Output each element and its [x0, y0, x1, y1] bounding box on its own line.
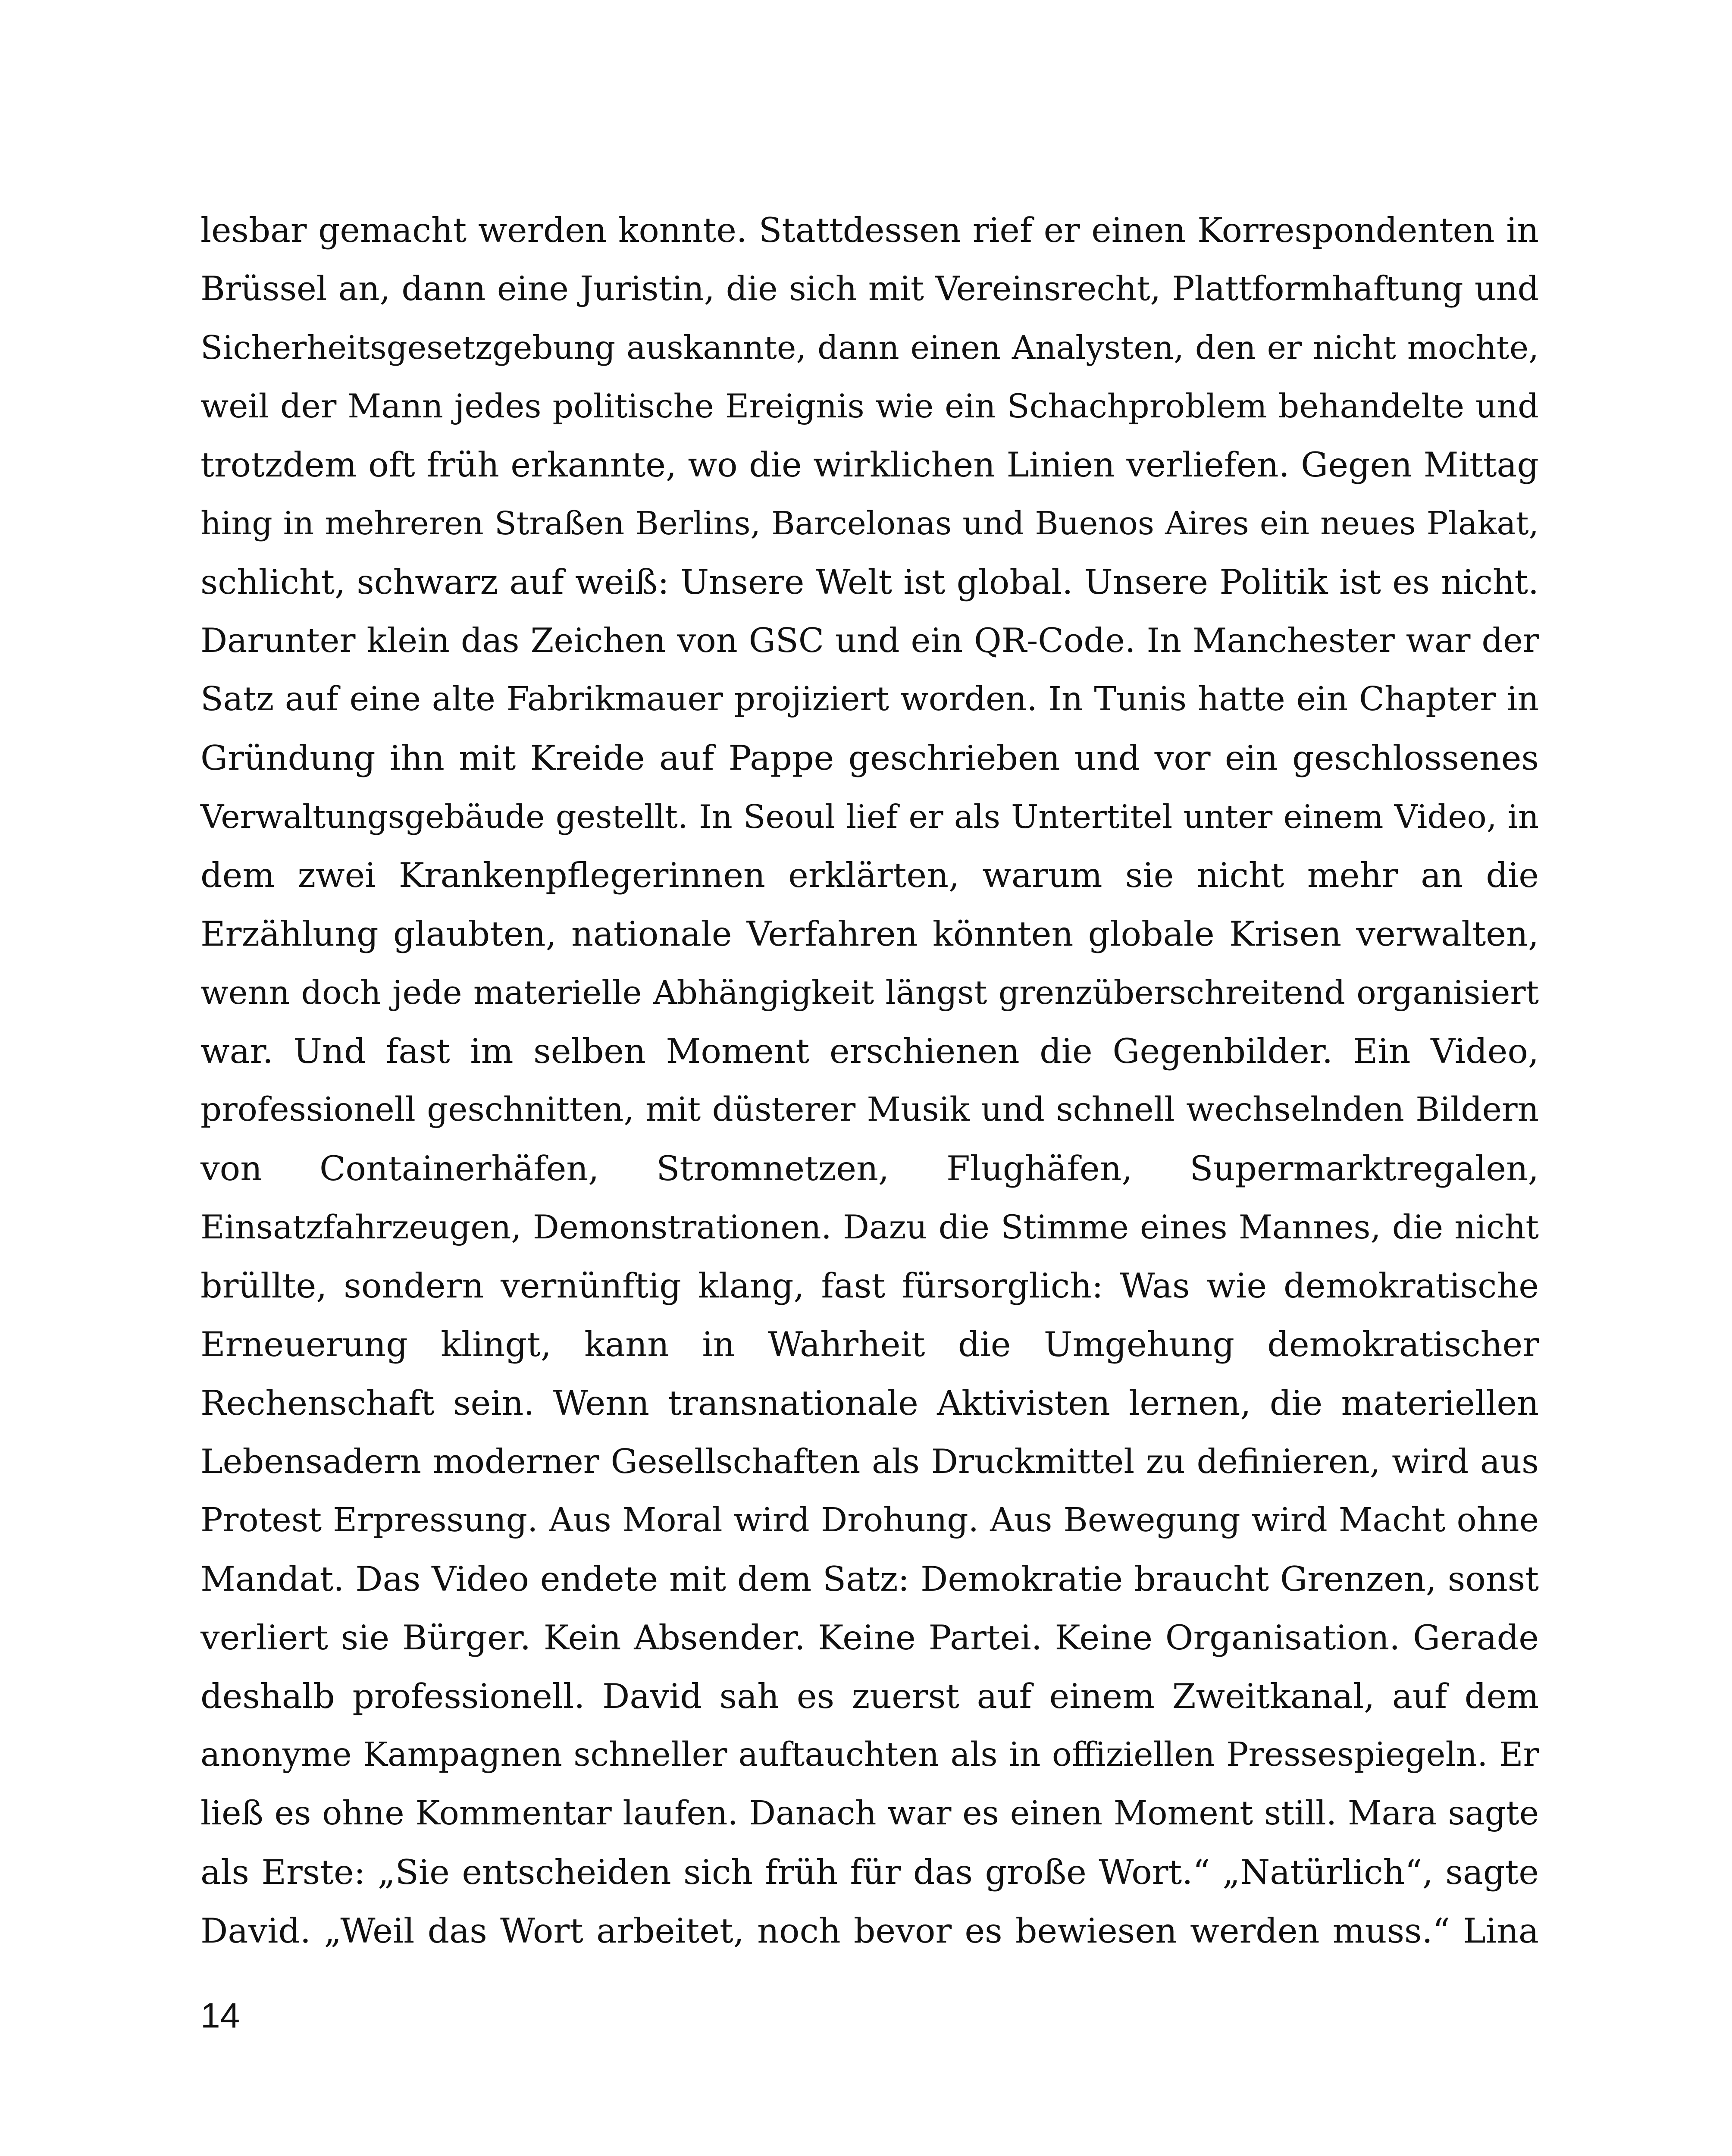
- text-line: von Containerhäfen, Stromnetzen, Flughäfen, Supermarktregalen,: [200, 1149, 1539, 1188]
- body-text: [200, 201, 1539, 1960]
- text-line: dem zwei Krankenpflegerinnen erklärten, warum sie nicht mehr an die: [200, 856, 1539, 895]
- text-line: anonyme Kampagnen schneller auftauchten als in offiziellen Pressespiegeln. Er: [200, 1736, 1539, 1774]
- text-line: Sicherheitsgesetzgebung auskannte, dann einen Analysten, den er nicht mochte,: [200, 329, 1539, 367]
- text-line: Erneuerung klingt, kann in Wahrheit die Umgehung demokratischer: [200, 1325, 1539, 1364]
- text-line: deshalb professionell. David sah es zuerst auf einem Zweitkanal, auf dem: [200, 1677, 1539, 1716]
- text-line: Erzählung glaubten, nationale Verfahren könnten globale Krisen verwalten,: [200, 914, 1539, 954]
- text-line: Mandat. Das Video endete mit dem Satz: Demokratie braucht Grenzen, sonst: [200, 1559, 1539, 1599]
- text-line: lesbar gemacht werden konnte. Stattdessen rief er einen Korrespondenten in: [200, 210, 1539, 250]
- text-line: weil der Mann jedes politische Ereignis wie ein Schachproblem behandelte und: [200, 387, 1539, 425]
- text-line: Einsatzfahrzeugen, Demonstrationen. Dazu die Stimme eines Mannes, die nicht: [200, 1208, 1539, 1246]
- text-line: Darunter klein das Zeichen von GSC und ein QR-Code. In Manchester war der: [200, 621, 1539, 660]
- text-line: hing in mehreren Straßen Berlins, Barcelonas und Buenos Aires ein neues Plakat,: [200, 505, 1539, 542]
- text-line: ließ es ohne Kommentar laufen. Danach war es einen Moment still. Mara sagte: [200, 1794, 1539, 1833]
- text-line: professionell geschnitten, mit düsterer Musik und schnell wechselnden Bildern: [200, 1091, 1539, 1129]
- text-line: Brüssel an, dann eine Juristin, die sich mit Vereinsrecht, Plattformhaftung und: [200, 270, 1539, 308]
- text-line: wenn doch jede materielle Abhängigkeit längst grenzüberschreitend organisiert: [200, 974, 1539, 1012]
- text-line: Rechenschaft sein. Wenn transnationale Aktivisten lernen, die materiellen: [200, 1383, 1539, 1423]
- text-line: schlicht, schwarz auf weiß: Unsere Welt ist global. Unsere Politik ist es nicht.: [200, 562, 1539, 602]
- text-line: war. Und fast im selben Moment erschienen die Gegenbilder. Ein Video,: [200, 1031, 1539, 1071]
- text-line: Verwaltungsgebäude gestellt. In Seoul lief er als Untertitel unter einem Video, in: [200, 798, 1539, 836]
- text-line: Gründung ihn mit Kreide auf Pappe geschrieben und vor ein geschlossenes: [200, 738, 1539, 778]
- text-line: trotzdem oft früh erkannte, wo die wirklichen Linien verliefen. Gegen Mittag: [200, 445, 1539, 485]
- text-line: als Erste: „Sie entscheiden sich früh für das große Wort.“ „Natürlich“, sagte: [200, 1852, 1539, 1892]
- text-line: Satz auf eine alte Fabrikmauer projiziert worden. In Tunis hatte ein Chapter in: [200, 680, 1539, 718]
- text-line: David. „Weil das Wort arbeitet, noch bevor es bewiesen werden muss.“ Lina: [200, 1911, 1539, 1951]
- text-line: brüllte, sondern vernünftig klang, fast fürsorglich: Was wie demokratische: [200, 1266, 1539, 1306]
- text-line: Lebensadern moderner Gesellschaften als Druckmittel zu definieren, wird aus: [200, 1442, 1539, 1481]
- text-line: verliert sie Bürger. Kein Absender. Keine Partei. Keine Organisation. Gerade: [200, 1618, 1539, 1658]
- page-number: 14: [200, 1996, 240, 2035]
- text-line: Protest Erpressung. Aus Moral wird Drohung. Aus Bewegung wird Macht ohne: [200, 1501, 1539, 1539]
